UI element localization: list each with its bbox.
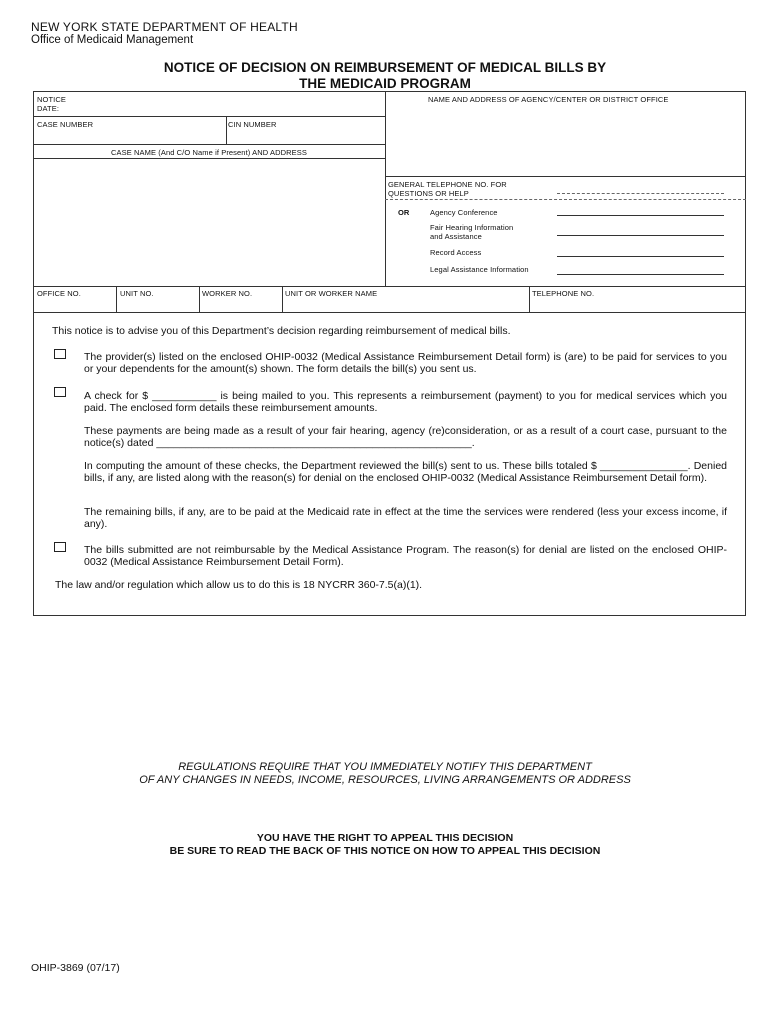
legal-assistance-field[interactable]: [557, 274, 724, 275]
option-not-reimbursable: The bills submitted are not reimbursable by the Medical Assistance Program. The reason(s) for denial are listed on the enclosed OHIP-0032 (Medical Assistance Reimbursement Detail Form).: [84, 544, 727, 568]
page-title: [0, 60, 770, 92]
checkbox-provider-paid[interactable]: [54, 349, 66, 359]
option-provider-paid: The provider(s) listed on the enclosed OHIP-0032 (Medical Assistance Reimbursement Detail form) is (are) to be paid for services to you or your dependents for the amount(s) shown. The form details the bill(s) you sent us.: [84, 351, 727, 375]
fair-hearing-label: Fair Hearing Information and Assistance: [430, 223, 514, 241]
record-access-label: Record Access: [430, 248, 482, 257]
grid-line: [226, 116, 227, 144]
form-id: OHIP-3869 (07/17): [31, 962, 120, 974]
agency-name: NEW YORK STATE DEPARTMENT OF HEALTH: [31, 20, 298, 34]
agency-address-label: NAME AND ADDRESS OF AGENCY/CENTER OR DISTRICT OFFICE: [428, 95, 669, 104]
or-label: OR: [398, 208, 410, 217]
notice-date-label: NOTICE DATE:: [37, 95, 66, 113]
payments-paragraph: These payments are being made as a result of your fair hearing, agency (re)consideration, or as a result of a court case, pursuant to the notice(s) dated ______________________________________________________.: [84, 425, 727, 449]
regulations-line-2: OF ANY CHANGES IN NEEDS, INCOME, RESOURCES, LIVING ARRANGEMENTS OR ADDRESS: [139, 774, 631, 786]
unit-no-label: UNIT NO.: [120, 289, 154, 298]
case-number-label: CASE NUMBER: [37, 120, 94, 129]
agency-conference-field[interactable]: [557, 215, 724, 216]
worker-no-label: WORKER NO.: [202, 289, 253, 298]
grid-line: [385, 199, 746, 200]
checkbox-check-mailed[interactable]: [54, 387, 66, 397]
regulations-line-1: REGULATIONS REQUIRE THAT YOU IMMEDIATELY NOTIFY THIS DEPARTMENT: [178, 761, 592, 773]
form-header-grid: [33, 91, 746, 313]
agency-conference-label: Agency Conference: [430, 208, 498, 217]
office-name: Office of Medicaid Management: [31, 34, 194, 46]
grid-line: [282, 286, 283, 313]
grid-line: [33, 286, 746, 287]
general-telephone-label: GENERAL TELEPHONE NO. FOR QUESTIONS OR HELP: [388, 180, 507, 198]
checkbox-not-reimbursable[interactable]: [54, 542, 66, 552]
appeal-line-2: BE SURE TO READ THE BACK OF THIS NOTICE ON HOW TO APPEAL THIS DECISION: [169, 845, 601, 857]
office-no-label: OFFICE NO.: [37, 289, 81, 298]
law-regulation: The law and/or regulation which allow us to do this is 18 NYCRR 360-7.5(a)(1).: [55, 579, 423, 591]
telephone-no-label: TELEPHONE NO.: [532, 289, 595, 298]
grid-line: [33, 158, 385, 159]
title-line-2: THE MEDICAID PROGRAM: [299, 76, 471, 91]
computing-paragraph: In computing the amount of these checks, the Department reviewed the bill(s) sent to us. These bills totaled $ _______________. Denied bills, if any, are listed along with the reason(s) for denial on the enclosed OHIP-0032 (Medical Assistance Reimbursement Detail form).: [84, 460, 727, 484]
grid-line: [385, 176, 746, 177]
remaining-bills-paragraph: The remaining bills, if any, are to be paid at the Medicaid rate in effect at the time the services were rendered (less your excess income, if any).: [84, 506, 727, 530]
fair-hearing-field[interactable]: [557, 235, 724, 236]
grid-line: [33, 116, 385, 117]
record-access-field[interactable]: [557, 256, 724, 257]
grid-line: [529, 286, 530, 313]
legal-assistance-label: Legal Assistance Information: [430, 265, 529, 274]
grid-line: [116, 286, 117, 313]
unit-worker-name-label: UNIT OR WORKER NAME: [285, 289, 378, 298]
grid-line: [199, 286, 200, 313]
title-line-1: NOTICE OF DECISION ON REIMBURSEMENT OF MEDICAL BILLS BY: [163, 60, 607, 75]
cin-number-label: CIN NUMBER: [228, 120, 277, 129]
grid-line: [33, 144, 385, 145]
grid-divider-main: [385, 91, 386, 286]
case-name-label: CASE NAME (And C/O Name if Present) AND ADDRESS: [110, 148, 307, 157]
appeal-line-1: YOU HAVE THE RIGHT TO APPEAL THIS DECISION: [256, 832, 514, 844]
notice-intro: This notice is to advise you of this Department’s decision regarding reimbursement of medical bills.: [52, 325, 511, 337]
general-telephone-field[interactable]: [557, 193, 724, 194]
option-check-mailed: A check for $ ___________ is being mailed to you. This represents a reimbursement (payment) to you for medical services which you paid. The enclosed form details these reimbursement amounts.: [84, 390, 727, 414]
